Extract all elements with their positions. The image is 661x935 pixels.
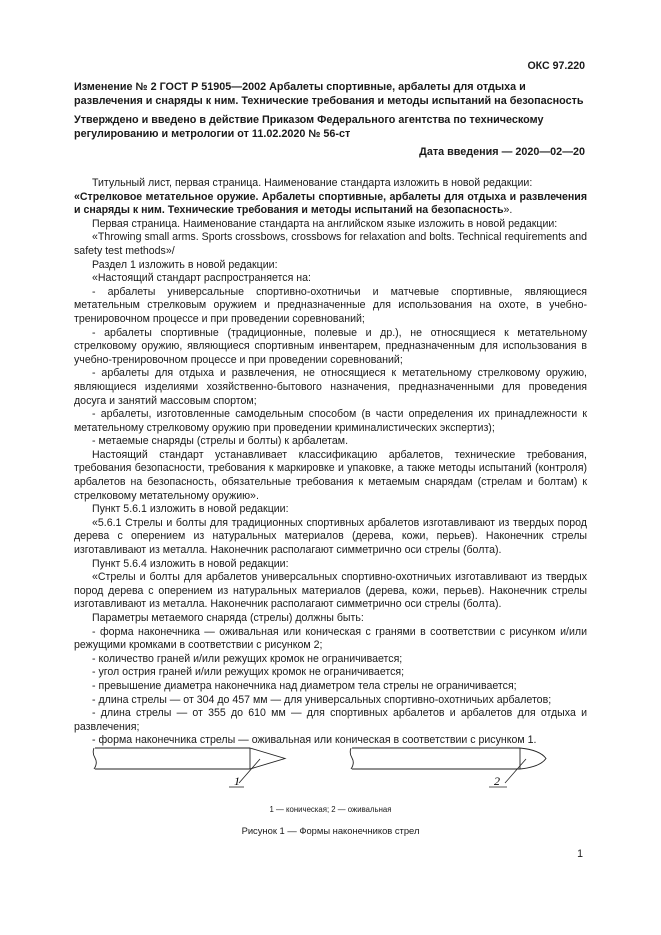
paragraph: Титульный лист, первая страница. Наименование стандарта изложить в новой редакции: (92, 177, 533, 189)
figure-legend: 1 — коническая; 2 — оживальная (269, 805, 392, 814)
list-item: - арбалеты, изготовленные самодельным способом (в части определения их принадлежности к метательному стрелковому оружию при проведении криминалистических экспертиз); (74, 408, 587, 434)
page-number: 1 (577, 848, 583, 860)
ogival-arrow-drawing (350, 748, 546, 788)
paragraph: Настоящий стандарт устанавливает классификацию арбалетов, технические требования, требования безопасности, требования к маркировке и упаковке, а также методы испытаний (контроля) арбалетов на безопасность, обязательные требования к метаемым снарядам (стрелам и болтам) к стрелковому метательному оружию». (74, 448, 587, 502)
arrowhead-figure (74, 738, 587, 798)
paragraph: «Настоящий стандарт распространяется на: (92, 272, 311, 285)
paragraph: Раздел 1 изложить в новой редакции: (92, 258, 278, 271)
list-item: - форма наконечника стрелы — оживальная или коническая в соответствии с рисунком 1. (92, 734, 537, 747)
list-item: - арбалеты для отдыха и развлечения, не относящиеся к метательному стрелковому оружию, являющиеся изделиями хозяйственно-бытового назначения, предназначенными для проведения досуга и занятий массовым спортом; (74, 367, 587, 407)
new-title-paragraph (74, 191, 587, 218)
list-item: - арбалеты спортивные (традиционные, полевые и др.), не относящиеся к метательному стрелковому оружию, являющиеся спортивным инвентарем, предназначенным для использования в учебно-тренировочном процессе и при проведении соревнований; (74, 326, 587, 366)
list-item: - угол острия граней и/или режущих кромок не ограничивается; (92, 666, 405, 679)
new-title-bold: «Стрелковое метательное оружие. Арбалеты спортивные, арбалеты для отдыха и развлечения и снаряды к ним. Технические требования и методы испытаний на безопасность (74, 190, 587, 217)
approval-statement: Утверждено и введено в действие Приказом Федерального агентства по техническому регулированию и метрологии от 11.02.2020 № 56-ст (74, 114, 544, 140)
list-item: - арбалеты универсальные спортивно-охотничьи и матчевые спортивные, являющиеся метательным стрелковым оружием и предназначенные для использования на охоте, в учебно-тренировочном процессе и при проведении соревнований; (74, 285, 587, 325)
paragraph: «Стрелы и болты для арбалетов универсальных спортивно-охотничьих изготавливают из твердых пород дерева с оперением из натуральных материалов (дерева, кожи, перьев). Наконечник стрелы изготавливают из металла. Наконечник располагают симметрично оси стрелы (болта). (74, 571, 587, 611)
figure-label-2: 2 (494, 774, 500, 788)
paragraph: Пункт 5.6.4 изложить в новой редакции: (92, 557, 289, 570)
paragraph: Первая страница. Наименование стандарта на английском языке изложить в новой редакции: (92, 217, 558, 230)
paragraph: Параметры метаемого снаряда (стрелы) должны быть: (92, 612, 364, 624)
effective-date: Дата введения — 2020—02—20 (419, 146, 585, 158)
amendment-title: Изменение № 2 ГОСТ Р 51905—2002 Арбалеты спортивные, арбалеты для отдыха и развлечения и снаряды к ним. Технические требования и методы испытаний на безопасность (74, 81, 584, 107)
figure-caption: Рисунок 1 — Формы наконечников стрел (241, 825, 420, 836)
conical-arrow-drawing (93, 748, 285, 788)
list-item: - форма наконечника — оживальная или коническая с гранями в соответствии с рисунком и/или режущими кромками в соответствии с рисунком 2; (74, 625, 587, 652)
list-item: - превышение диаметра наконечника над диаметром тела стрелы не ограничивается; (92, 679, 517, 692)
classification-code: ОКС 97.220 (527, 60, 585, 72)
list-item: - количество граней и/или режущих кромок не ограничивается; (92, 652, 403, 665)
new-title-tail: ». (503, 204, 513, 217)
document-body (74, 177, 587, 748)
figure-label-1: 1 (234, 774, 240, 788)
paragraph: «5.6.1 Стрелы и болты для традиционных спортивных арбалетов изготавливают из твердых пород дерева с оперением из натуральных материалов (дерева, кожи, перьев). Наконечник стрелы изготавливают из металла. Наконечник располагают симметрично оси стрелы (болта). (74, 516, 587, 557)
list-item: - длина стрелы — от 355 до 610 мм — для спортивных арбалетов и арбалетов для отдыха и развлечения; (74, 707, 587, 733)
list-item: - метаемые снаряды (стрелы и болты) к арбалетам. (92, 435, 349, 448)
paragraph: Пункт 5.6.1 изложить в новой редакции: (92, 503, 289, 516)
paragraph: «Throwing small arms. Sports crossbows, crossbows for relaxation and bolts. Technical requirements and safety test methods»/ (74, 231, 587, 257)
list-item: - длина стрелы — от 304 до 457 мм — для универсальных спортивно-охотничьих арбалетов; (92, 693, 552, 706)
